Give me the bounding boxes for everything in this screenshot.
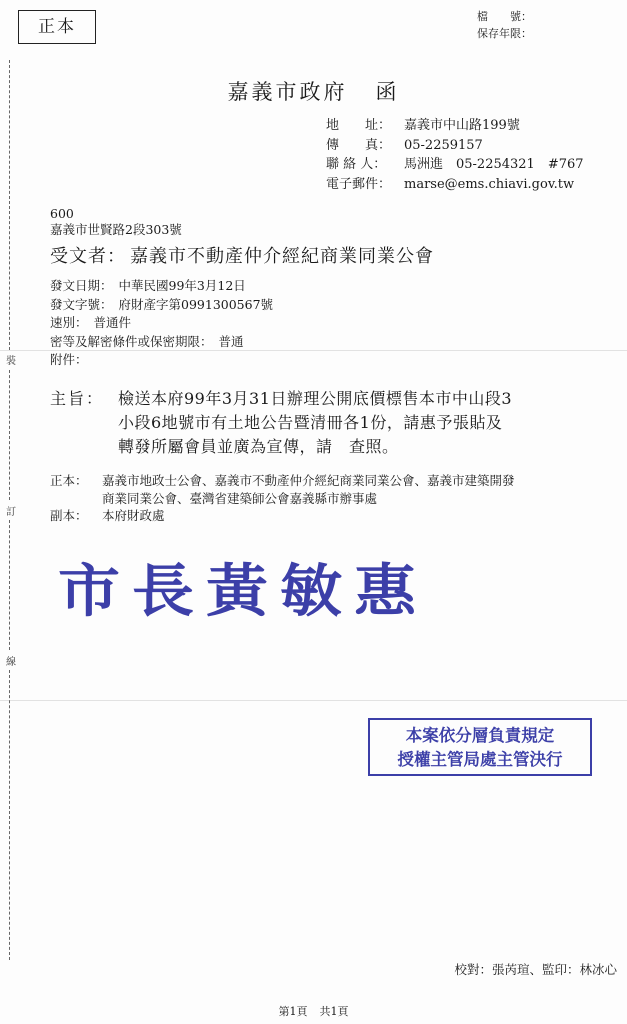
binding-line — [9, 370, 10, 500]
page-current: 第1頁 — [278, 1005, 308, 1018]
original-recipients-label: 正本： — [50, 473, 88, 488]
contact-fax — [326, 136, 584, 156]
contact-person — [326, 155, 584, 175]
meta-value: 中華民國99年3月12日 — [118, 278, 246, 293]
contact-key: 傳 真： — [326, 137, 392, 153]
margin-mark-staple: 訂 — [6, 507, 16, 518]
meta-value: 普通 — [218, 333, 244, 349]
fold-line — [0, 700, 627, 701]
file-number — [477, 8, 532, 25]
archive-info — [477, 8, 532, 42]
classification — [50, 333, 273, 352]
document-number — [50, 296, 273, 315]
attachments — [50, 351, 273, 370]
delegation-stamp-line: 授權主管局處主管決行 — [397, 750, 563, 769]
contact-address — [326, 116, 584, 136]
page-number — [0, 1003, 627, 1019]
delegation-stamp — [368, 718, 592, 776]
urgency — [50, 314, 273, 333]
meta-label: 附件： — [50, 352, 88, 367]
meta-value: 府財產字第0991300567號 — [118, 296, 274, 312]
retention-label: 保存年限： — [477, 27, 532, 40]
subject-line: 檢送本府99年3月31日辦理公開底價標售本市中山段3 — [118, 389, 513, 408]
contact-value: marse@ems.chiavi.gov.tw — [404, 176, 575, 192]
issuing-org: 嘉義市政府 — [227, 80, 348, 104]
contact-key: 地 址： — [326, 118, 392, 133]
contact-email — [326, 175, 584, 195]
meta-value: 普通件 — [93, 315, 132, 330]
contact-value: 嘉義市中山路199號 — [404, 118, 520, 133]
original-recipients-line: 嘉義市地政士公會、嘉義市不動產仲介經紀商業同業公會、嘉義市建築開發 — [102, 473, 515, 488]
subject-line: 轉發所屬會員並廣為宣傳，請 查照。 — [118, 437, 399, 456]
meta-label: 發文字號： — [50, 296, 113, 312]
contact-value: 馬洲進 05-2254321 #767 — [404, 157, 584, 172]
recipient-label: 受文者： — [50, 246, 126, 267]
meta-label: 密等及解密條件或保密期限： — [50, 333, 213, 349]
binding-line — [9, 520, 10, 650]
subject-label: 主旨： — [50, 389, 105, 408]
copy-recipients-label: 副本： — [50, 508, 88, 523]
meta-label: 發文日期： — [50, 278, 113, 293]
document-meta — [50, 277, 273, 370]
contact-key: 電子郵件： — [326, 176, 392, 192]
postal-block — [50, 206, 182, 238]
proofreader-line: 校對：張芮瑄、監印：林冰心 — [454, 962, 617, 977]
recipient-name: 嘉義市不動產仲介經紀商業同業公會 — [130, 246, 434, 267]
recipient — [50, 242, 434, 268]
delegation-stamp-line: 本案依分層負責規定 — [405, 726, 555, 745]
contact-info — [326, 116, 584, 194]
copy-recipients: 本府財政處 — [102, 508, 165, 523]
copy-stamp: 正本 — [18, 10, 96, 44]
document-type: 函 — [375, 80, 400, 104]
postal-address: 嘉義市世賢路2段303號 — [50, 222, 182, 237]
subject-line: 小段6地號市有土地公告暨清冊各1份，請惠予張貼及 — [118, 413, 503, 432]
postal-code: 600 — [50, 206, 74, 221]
mayor-signature-seal: 市長黃敏惠 — [58, 556, 429, 625]
original-recipients-line: 商業同業公會、臺灣省建築師公會嘉義縣市辦事處 — [102, 490, 378, 506]
document-title — [0, 76, 627, 106]
meta-label: 速別： — [50, 315, 88, 330]
issue-date — [50, 277, 273, 296]
page-total: 共1頁 — [319, 1005, 349, 1018]
contact-value: 05-2259157 — [404, 137, 483, 153]
binding-line — [9, 670, 10, 960]
retention-period — [477, 25, 532, 42]
file-number-label: 檔 號： — [477, 10, 532, 23]
margin-mark-bind: 裝 — [6, 356, 16, 367]
margin-mark-line: 線 — [6, 657, 16, 668]
contact-key: 聯 絡 人： — [326, 157, 387, 172]
